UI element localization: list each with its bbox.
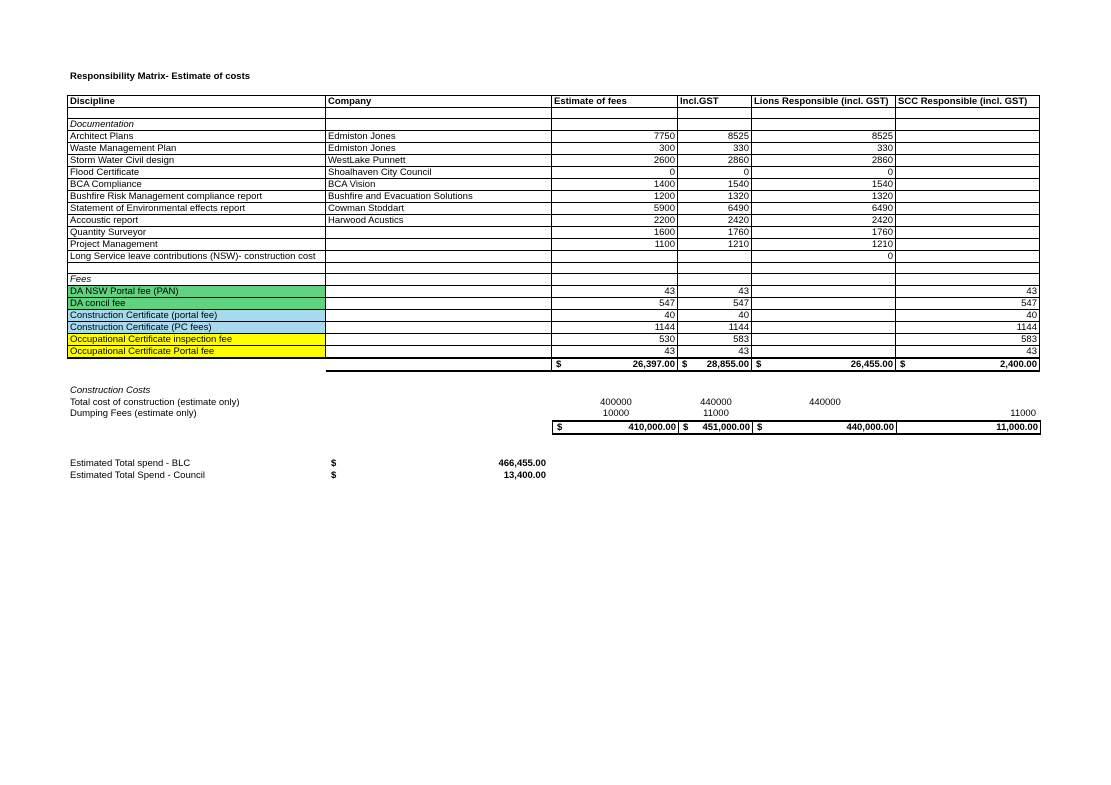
scc-cell: 1144 [896,322,1040,334]
scc-cell [896,167,1040,179]
estimate-cell: 40 [552,310,678,322]
construction-incl-gst: 440000 [700,397,732,408]
table-row [68,334,1040,346]
fees-total-lions [752,358,896,371]
table-row [68,227,1040,239]
incl-gst-cell: 8525 [678,131,752,143]
table-row [68,167,1040,179]
estimate-cell: 1100 [552,239,678,251]
section-label-construction: Construction Costs [70,385,151,396]
currency-symbol: $ [757,422,763,433]
currency-symbol: $ [557,422,563,433]
company-cell [326,286,552,298]
fee-discipline-cell: Occupational Certificate inspection fee [68,334,326,346]
total-value: 440,000.00 [846,422,894,433]
company-cell: BCA Vision [326,179,552,191]
incl-gst-cell: 1320 [678,191,752,203]
construction-total-row [553,421,1041,434]
table-row [68,310,1040,322]
fee-discipline-cell: Construction Certificate (portal fee) [68,310,326,322]
summary-value: 13,400.00 [503,470,546,481]
empty-cell [678,263,752,274]
lions-cell [752,322,896,334]
lions-cell: 6490 [752,203,896,215]
fees-total-estimate [552,358,678,371]
responsibility-table [67,95,1040,372]
empty-cell [326,274,552,286]
incl-gst-cell: 1144 [678,322,752,334]
table-row [68,215,1040,227]
table-row [68,298,1040,310]
lions-cell: 2420 [752,215,896,227]
scc-cell: 547 [896,298,1040,310]
fees-total-row [68,358,1040,371]
table-row [68,203,1040,215]
company-cell: Edmiston Jones [326,131,552,143]
lions-cell: 1320 [752,191,896,203]
empty-cell [896,263,1040,274]
incl-gst-cell: 2420 [678,215,752,227]
fee-discipline-cell: Construction Certificate (PC fees) [68,322,326,334]
estimate-cell: 300 [552,143,678,155]
empty-cell [752,119,896,131]
header-lions: Lions Responsible (incl. GST) [752,96,896,108]
scc-cell: 40 [896,310,1040,322]
fee-discipline-cell: Occupational Certificate Portal fee [68,346,326,359]
construction-total-incl-gst [679,421,753,434]
total-value: 26,397.00 [632,359,675,370]
incl-gst-cell: 1540 [678,179,752,191]
empty-cell [896,274,1040,286]
currency-symbol: $ [756,359,762,370]
scc-cell [896,239,1040,251]
company-cell: Harwood Acustics [326,215,552,227]
incl-gst-cell: 1760 [678,227,752,239]
empty-cell [678,274,752,286]
empty-cell [68,108,326,119]
table-row [68,239,1040,251]
total-value: 26,455.00 [850,359,893,370]
construction-total-lions [753,421,897,434]
empty-cell [678,119,752,131]
total-value: 28,855.00 [706,359,749,370]
currency-symbol: $ [556,359,562,370]
estimate-cell [552,251,678,263]
table-row [68,131,1040,143]
company-cell [326,298,552,310]
header-scc: SCC Responsible (incl. GST) [896,96,1040,108]
currency-symbol: $ [900,359,906,370]
lions-cell [752,310,896,322]
incl-gst-cell: 2860 [678,155,752,167]
incl-gst-cell: 1210 [678,239,752,251]
lions-cell: 1760 [752,227,896,239]
company-cell [326,322,552,334]
table-row [68,191,1040,203]
spacer-row [68,108,1040,119]
currency-symbol: $ [683,422,689,433]
page-title: Responsibility Matrix- Estimate of costs [70,71,251,82]
discipline-cell: Storm Water Civil design [68,155,326,167]
section-label-documentation: Documentation [68,119,326,131]
total-value: 410,000.00 [628,422,676,433]
discipline-cell: Project Management [68,239,326,251]
estimate-cell: 43 [552,286,678,298]
header-company: Company [326,96,552,108]
discipline-cell: Long Service leave contributions (NSW)- construction cost [68,251,326,263]
scc-cell [896,131,1040,143]
section-row-documentation [68,119,1040,131]
table-row [68,251,1040,263]
empty-cell [678,108,752,119]
estimate-cell: 530 [552,334,678,346]
lions-cell: 2860 [752,155,896,167]
scc-cell: 583 [896,334,1040,346]
summary-currency: $ [331,458,337,469]
discipline-cell: Accoustic report [68,215,326,227]
construction-row-label: Dumping Fees (estimate only) [70,408,197,419]
construction-total-table [552,420,1041,435]
estimate-cell: 43 [552,346,678,359]
construction-estimate: 400000 [600,397,632,408]
incl-gst-cell: 0 [678,167,752,179]
scc-cell [896,203,1040,215]
header-incl-gst: Incl.GST [678,96,752,108]
fee-discipline-cell: DA NSW Portal fee (PAN) [68,286,326,298]
construction-total-estimate [553,421,679,434]
discipline-cell: Flood Certificate [68,167,326,179]
construction-estimate: 10000 [602,408,630,419]
empty-cell [68,358,326,371]
estimate-cell: 1200 [552,191,678,203]
lions-cell [752,334,896,346]
table-row [68,322,1040,334]
empty-cell [326,119,552,131]
discipline-cell: BCA Compliance [68,179,326,191]
total-value: 11,000.00 [996,422,1038,433]
empty-cell [326,263,552,274]
incl-gst-cell: 547 [678,298,752,310]
company-cell [326,334,552,346]
table-row [68,155,1040,167]
incl-gst-cell: 43 [678,346,752,359]
company-cell [326,239,552,251]
company-cell: Edmiston Jones [326,143,552,155]
header-row [68,96,1040,108]
estimate-cell: 0 [552,167,678,179]
scc-cell [896,191,1040,203]
empty-cell [752,274,896,286]
table-row [68,346,1040,359]
total-value: 451,000.00 [702,422,750,433]
empty-cell [896,108,1040,119]
lions-cell: 330 [752,143,896,155]
fees-total-incl-gst [678,358,752,371]
incl-gst-cell: 583 [678,334,752,346]
lions-cell: 0 [752,167,896,179]
estimate-cell: 1600 [552,227,678,239]
scc-cell: 43 [896,346,1040,359]
incl-gst-cell: 40 [678,310,752,322]
estimate-cell: 1144 [552,322,678,334]
incl-gst-cell [678,251,752,263]
construction-lions: 440000 [809,397,841,408]
empty-cell [896,119,1040,131]
empty-cell [326,108,552,119]
scc-cell [896,155,1040,167]
company-cell: Bushfire and Evacuation Solutions [326,191,552,203]
lions-cell [752,286,896,298]
summary-label: Estimated Total Spend - Council [70,470,206,481]
summary-value: 466,455.00 [498,458,546,469]
discipline-cell: Quantity Surveyor [68,227,326,239]
company-cell: Cowman Stoddart [326,203,552,215]
empty-cell [552,119,678,131]
header-estimate: Estimate of fees [552,96,678,108]
empty-cell [752,108,896,119]
lions-cell: 1540 [752,179,896,191]
incl-gst-cell: 330 [678,143,752,155]
estimate-cell: 547 [552,298,678,310]
section-row-fees [68,274,1040,286]
company-cell: Shoalhaven City Council [326,167,552,179]
table-row [68,179,1040,191]
discipline-cell: Statement of Environmental effects report [68,203,326,215]
incl-gst-cell: 43 [678,286,752,298]
lions-cell: 8525 [752,131,896,143]
total-value: 2,400.00 [1000,359,1037,370]
fee-discipline-cell: DA concil fee [68,298,326,310]
construction-total-scc [897,421,1041,434]
spacer-row [68,263,1040,274]
discipline-cell: Waste Management Plan [68,143,326,155]
header-discipline: Discipline [68,96,326,108]
lions-cell [752,298,896,310]
estimate-cell: 1400 [552,179,678,191]
scc-cell [896,215,1040,227]
estimate-cell: 7750 [552,131,678,143]
company-cell: WestLake Punnett [326,155,552,167]
discipline-cell: Architect Plans [68,131,326,143]
estimate-cell: 2200 [552,215,678,227]
empty-cell [552,263,678,274]
empty-cell [552,274,678,286]
lions-cell: 1210 [752,239,896,251]
construction-incl-gst: 11000 [703,408,729,419]
discipline-cell: Bushfire Risk Management compliance report [68,191,326,203]
scc-cell: 43 [896,286,1040,298]
empty-cell [326,358,552,371]
summary-currency: $ [331,470,337,481]
estimate-cell: 2600 [552,155,678,167]
empty-cell [752,263,896,274]
scc-cell [896,251,1040,263]
section-label-fees: Fees [68,274,326,286]
scc-cell [896,227,1040,239]
construction-scc: 11000 [1010,408,1036,419]
company-cell [326,251,552,263]
company-cell [326,310,552,322]
estimate-cell: 5900 [552,203,678,215]
currency-symbol: $ [682,359,688,370]
empty-cell [552,108,678,119]
incl-gst-cell: 6490 [678,203,752,215]
table-row [68,286,1040,298]
scc-cell [896,179,1040,191]
company-cell [326,227,552,239]
construction-row-label: Total cost of construction (estimate only) [70,397,240,408]
company-cell [326,346,552,359]
fees-total-scc [896,358,1040,371]
table-row [68,143,1040,155]
summary-label: Estimated Total spend - BLC [70,458,191,469]
lions-cell: 0 [752,251,896,263]
empty-cell [68,263,326,274]
scc-cell [896,143,1040,155]
lions-cell [752,346,896,359]
